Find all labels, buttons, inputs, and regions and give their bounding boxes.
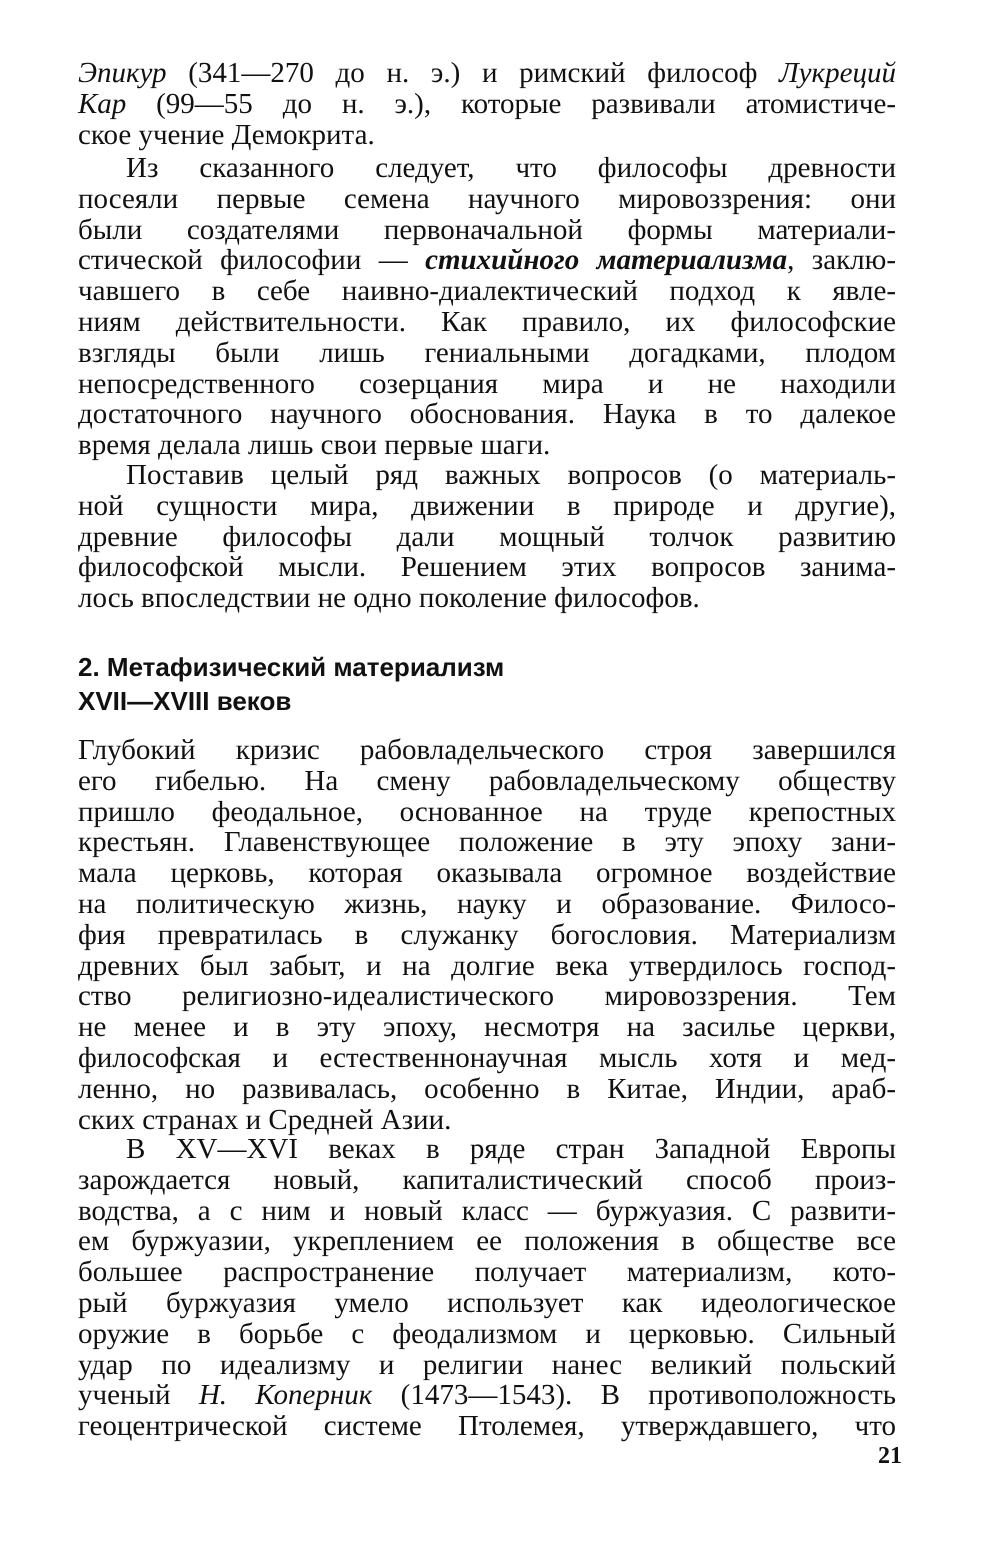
- text-span: ученый: [78, 1379, 199, 1412]
- italic-name: Н. Коперник: [198, 1379, 373, 1412]
- text-line: [78, 245, 896, 276]
- text-line: Из сказанного следует, что философы древности: [126, 152, 896, 184]
- text-line: рый буржуазия умело использует как идеологическое: [78, 1286, 896, 1319]
- text-line: [78, 89, 896, 120]
- text-line: [78, 1380, 896, 1411]
- section-heading-line-1: 2. Метафизический материализм: [78, 652, 505, 682]
- page-number: 21: [878, 1443, 902, 1469]
- text-line: фия превратилась в служанку богословия. Материализм: [78, 918, 896, 951]
- text-line: чавшего в себе наивно-диалектический подход к явле-: [78, 275, 896, 308]
- text-line: его гибелью. На смену рабовладельческому обществу: [78, 764, 896, 797]
- text-line: на политическую жизнь, науку и образование. Филосо-: [78, 887, 896, 920]
- text-line: древних был забыт, и на долгие века утвердилось господ-: [78, 949, 896, 982]
- text-line: удар по идеализму и религии нанес великий польский: [78, 1348, 896, 1381]
- text-line: лось впоследствии не одно поколение философов.: [78, 582, 700, 615]
- text-line: большее распространение получает материализм, кото-: [78, 1256, 896, 1289]
- emphasized-term: стихийного материализма: [425, 244, 788, 277]
- text-line: В XV—XVI веках в ряде стран Западной Европы: [126, 1133, 896, 1165]
- text-line: ство религиозно-идеалистического мировоззрения. Тем: [78, 980, 896, 1013]
- text-line: ское учение Демокрита.: [78, 118, 375, 151]
- text-span: (1473—1543). В противоположность: [372, 1379, 897, 1412]
- text-line: геоцентрической системе Птолемея, утверждавшего, что: [78, 1410, 896, 1443]
- paragraph-2: [78, 153, 896, 461]
- text-span: стической философии —: [78, 244, 426, 277]
- text-line: время делала лишь свои первые шаги.: [78, 429, 551, 462]
- text-line: ленно, но развивалась, особенно в Китае, Индии, араб-: [78, 1072, 896, 1105]
- text-line: ной сущности мира, движении в природе и другие),: [78, 489, 896, 522]
- text-line: взгляды были лишь гениальными догадками, плодом: [78, 336, 896, 369]
- text-line: ниям действительности. Как правило, их философские: [78, 305, 896, 338]
- text-line: крестьян. Главенствующее положение в эту эпоху зани-: [78, 826, 896, 859]
- text-line: зарождается новый, капиталистический способ произ-: [78, 1163, 896, 1196]
- text-line: древние философы дали мощный толчок развитию: [78, 520, 896, 553]
- paragraph-5: [78, 1134, 896, 1442]
- text-span: , заклю-: [787, 244, 896, 277]
- section-heading: [78, 650, 678, 718]
- text-line: непосредственного созерцания мира и не находили: [78, 367, 896, 400]
- text-line: ем буржуазии, укреплением ее положения в обществе все: [78, 1225, 896, 1258]
- text-line: мала церковь, которая оказывала огромное воздействие: [78, 857, 896, 890]
- paragraph-1: [78, 58, 896, 150]
- text-line: посеяли первые семена научного мировоззрения: они: [78, 182, 896, 215]
- text-line: Поставив целый ряд важных вопросов (о материаль-: [126, 459, 896, 491]
- paragraph-4: [78, 735, 896, 1135]
- italic-name: Лукреций: [779, 57, 896, 89]
- text-line: водства, а с ним и новый класс — буржуазия. С развити-: [78, 1194, 896, 1227]
- text-line: философская и естественнонаучная мысль хотя и мед-: [78, 1041, 896, 1074]
- text-line: [78, 58, 896, 89]
- text-line: оружие в борьбе с феодализмом и церковью. Сильный: [78, 1317, 896, 1350]
- text-line: философской мысли. Решением этих вопросов занима-: [78, 551, 896, 584]
- italic-name: Кар: [78, 87, 127, 120]
- text-line: были создателями первоначальной формы материали-: [78, 213, 896, 246]
- paragraph-3: [78, 460, 896, 614]
- text-line: ских странах и Средней Азии.: [78, 1103, 452, 1136]
- italic-name: Эпикур: [78, 57, 167, 89]
- text-line: не менее и в эту эпоху, несмотря на засилье церкви,: [78, 1011, 896, 1044]
- text-span: (99—55 до н. э.), которые развивали атомистиче-: [126, 87, 896, 120]
- text-line: пришло феодальное, основанное на труде крепостных: [78, 795, 896, 828]
- text-line: достаточного научного обоснования. Наука в то далекое: [78, 398, 896, 431]
- text-span: (341—270 до н. э.) и римский философ: [166, 57, 780, 89]
- section-heading-line-2: XVII—XVIII веков: [78, 686, 292, 716]
- text-line: Глубокий кризис рабовладельческого строя завершился: [78, 734, 896, 766]
